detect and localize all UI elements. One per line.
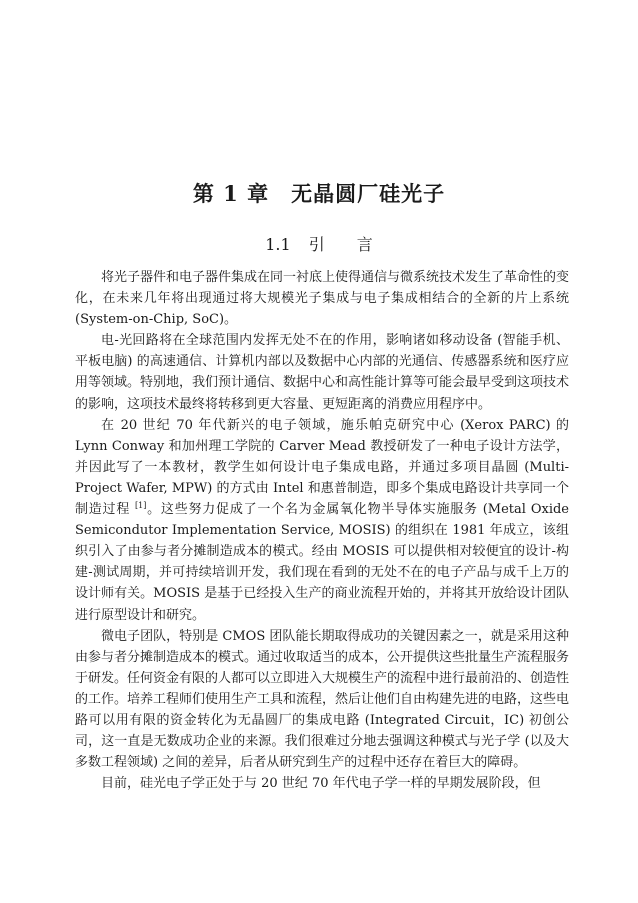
paragraph-1: 将光子器件和电子器件集成在同一衬底上使得通信与微系统技术发生了革命性的变化，在未来几年将出现通过将大规模光子集成与电子集成相结合的全新的片上系统 (System-on-Chip, SoC)。 bbox=[75, 270, 570, 328]
paragraph-5: 目前，硅光电子学正处于与 20 世纪 70 年代电子学一样的早期发展阶段，但 bbox=[101, 776, 541, 792]
body-text bbox=[75, 267, 569, 794]
paragraph-4: 微电子团队，特别是 CMOS 团队能长期取得成功的关键因素之一，就是采用这种由参与者分摊制造成本的模式。通过收取适当的成本，公开提供这些批量生产流程服务于研发。任何资金有限的人都可以立即进入大规模生产的流程中进行最前沿的、创造性的工作。培养工程师们使用生产工具和流程，然后让他们自由构建先进的电路，这些电路可以用有限的资金转化为无晶圆厂的集成电路 (Integrated Circuit，IC) 初创公司，这一直是无数成功企业的来源。我们很难过分地去强调这种模式与光子学 (以及大多数工程领域) 之间的差异，后者从研究到生产的过程中还存在着巨大的障碍。 bbox=[75, 628, 570, 771]
section-number: 1.1 bbox=[265, 235, 291, 254]
paragraph-3-text-after: 。这些努力促成了一个名为金属氧化物半导体实施服务 (Metal Oxide Semicondutor Implementation Service, MOSIS) 的组织在 1981 年成立，该组织引入了由参与者分摊制造成本的模式。经由 MOSIS 可以提供相对较便宜的设计-构建-测试周期，并可持续培训开发，我们现在看到的无处不在的电子产品与成千上万的设计师有关。MOSIS 是基于已经投入生产的商业流程开始的，并将其开放给设计团队进行原型设计和研究。 bbox=[75, 502, 569, 623]
citation-ref-1[interactable]: [1] bbox=[135, 501, 147, 511]
paragraph-2: 电-光回路将在全球范围内发挥无处不在的作用，影响诸如移动设备 (智能手机、平板电脑) 的高速通信、计算机内部以及数据中心内部的光通信、传感器系统和医疗应用等领域。特别地，我们预计通信、数据中心和高性能计算等可能会最早受到这项技术的影响，这项技术最终将转移到更大容量、更短距离的消费应用程序中。 bbox=[75, 333, 570, 412]
chapter-name: 无晶圆厂硅光子 bbox=[291, 181, 446, 206]
chapter-title bbox=[0, 178, 638, 208]
section-title-part2: 言 bbox=[356, 235, 373, 254]
paragraph-3 bbox=[75, 415, 569, 626]
section-heading bbox=[0, 232, 638, 255]
section-title-part1: 引 bbox=[308, 235, 325, 254]
chapter-label: 第 1 章 bbox=[192, 181, 270, 206]
paragraph-3-text-before: 在 20 世纪 70 年代新兴的电子领域，施乐帕克研究中心 (Xerox PARC) 的 Lynn Conway 和加州理工学院的 Carver Mead 教授研发了一种电子设计方法学，并因此写了一本教材，教学生如何设计电子集成电路，并通过多项目晶圆 (Multi-Project Wafer, MPW) 的方式由 Intel 和惠普制造，即多个集成电路设计共享同一个制造过程 bbox=[75, 417, 569, 518]
